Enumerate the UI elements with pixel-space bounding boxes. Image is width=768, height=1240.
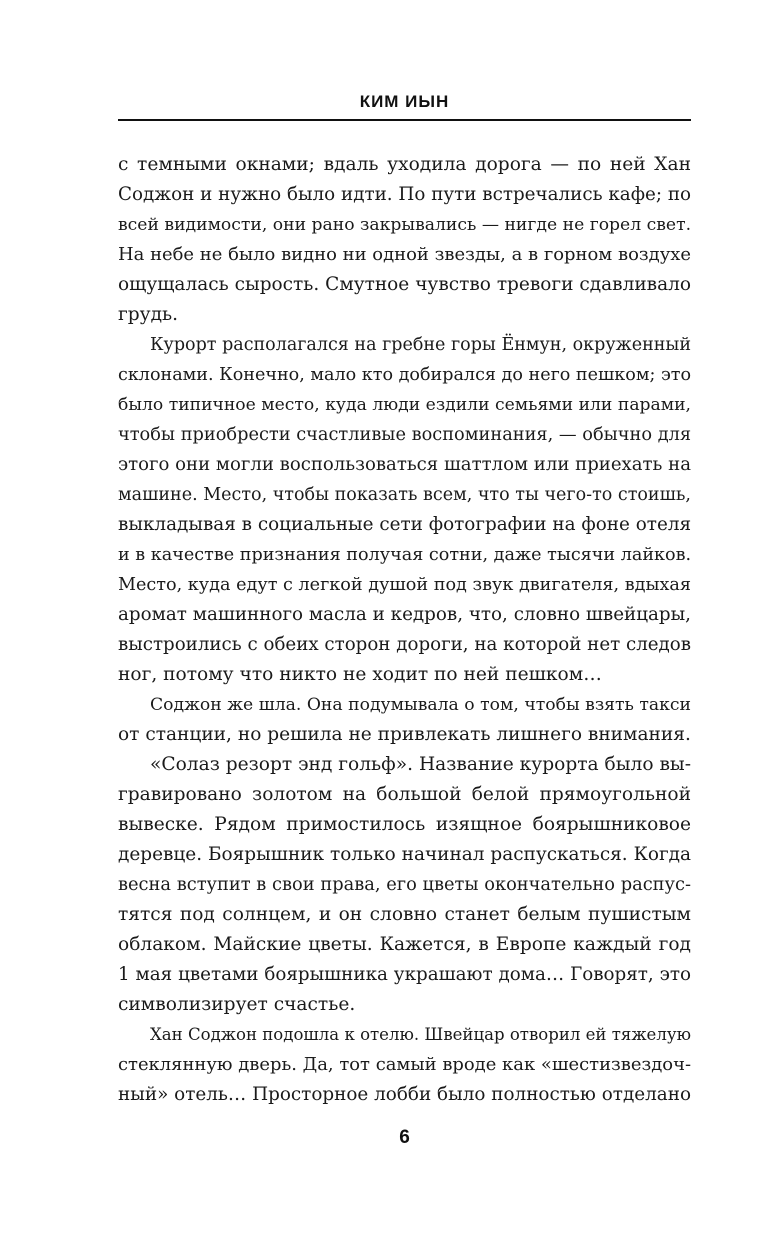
text-line: склонами. Конечно, мало кто добирался до него пешком; это	[118, 365, 692, 385]
text-line: гравировано золотом на большой белой прямоугольной	[118, 784, 691, 805]
text-line: ног, потому что никто не ходит по ней пешком…	[118, 664, 602, 685]
text-line: грудь.	[118, 304, 179, 325]
text-line: выкладывая в социальные сети фотографии на фоне отеля	[118, 514, 692, 535]
text-line: выстроились с обеих сторон дороги, на которой нет следов	[118, 634, 691, 655]
text-line: «Солаз резорт энд гольф». Название курорта было вы-	[150, 754, 691, 775]
header-rule	[118, 119, 691, 121]
text-line: было типичное место, куда люди ездили семьями или парами,	[118, 395, 691, 415]
text-line: ощущалась сырость. Смутное чувство тревоги сдавливало	[118, 274, 691, 295]
page-number: 6	[399, 1127, 410, 1148]
text-line: вывеске. Рядом примостилось изящное боярышниковое	[118, 814, 691, 835]
text-line: 1 мая цветами боярышника украшают дома… Говорят, это	[118, 964, 691, 985]
text-line: аромат машинного масла и кедров, что, словно швейцары,	[118, 604, 692, 625]
text-line: символизирует счастье.	[118, 994, 356, 1015]
text-line: стеклянную дверь. Да, тот самый вроде как «шестизвездоч-	[118, 1054, 691, 1075]
text-line: от станции, но решила не привлекать лишнего внимания.	[118, 724, 691, 745]
text-line: и в качестве признания получая сотни, даже тысячи лайков.	[118, 545, 692, 565]
text-line: деревце. Боярышник только начинал распускаться. Когда	[118, 844, 691, 865]
text-line: весна вступит в свои права, его цветы окончательно распус-	[118, 874, 691, 895]
text-line: Место, куда едут с легкой душой под звук двигателя, вдыхая	[118, 575, 691, 595]
text-line: Курорт располагался на гребне горы Ёнмун, окруженный	[150, 335, 691, 355]
text-line: машине. Место, чтобы показать всем, что ты чего-то стоишь,	[118, 485, 691, 505]
text-line: На небе не было видно ни одной звезды, а в горном воздухе	[118, 244, 691, 265]
text-line: с темными окнами; вдаль уходила дорога — по ней Хан	[118, 154, 691, 175]
text-line: ный» отель… Просторное лобби было полностью отделано	[118, 1084, 692, 1105]
text-line: Соджон и нужно было идти. По пути встречались кафе; по	[118, 184, 692, 205]
text-line: этого они могли воспользоваться шаттлом или приехать на	[118, 454, 691, 475]
running-head-author: КИМ ИЫН	[359, 92, 450, 111]
body-text	[118, 150, 691, 1110]
text-line: всей видимости, они рано закрывались — нигде не горел свет.	[118, 215, 692, 235]
text-line: чтобы приобрести счастливые воспоминания, — обычно для	[118, 425, 692, 445]
text-line: Хан Соджон подошла к отелю. Швейцар отворил ей тяжелую	[150, 1025, 691, 1044]
text-line: облаком. Майские цветы. Кажется, в Европе каждый год	[118, 934, 691, 955]
text-line: тятся под солнцем, и он словно станет белым пушистым	[118, 904, 691, 925]
text-line: Соджон же шла. Она подумывала о том, чтобы взять такси	[150, 695, 691, 715]
